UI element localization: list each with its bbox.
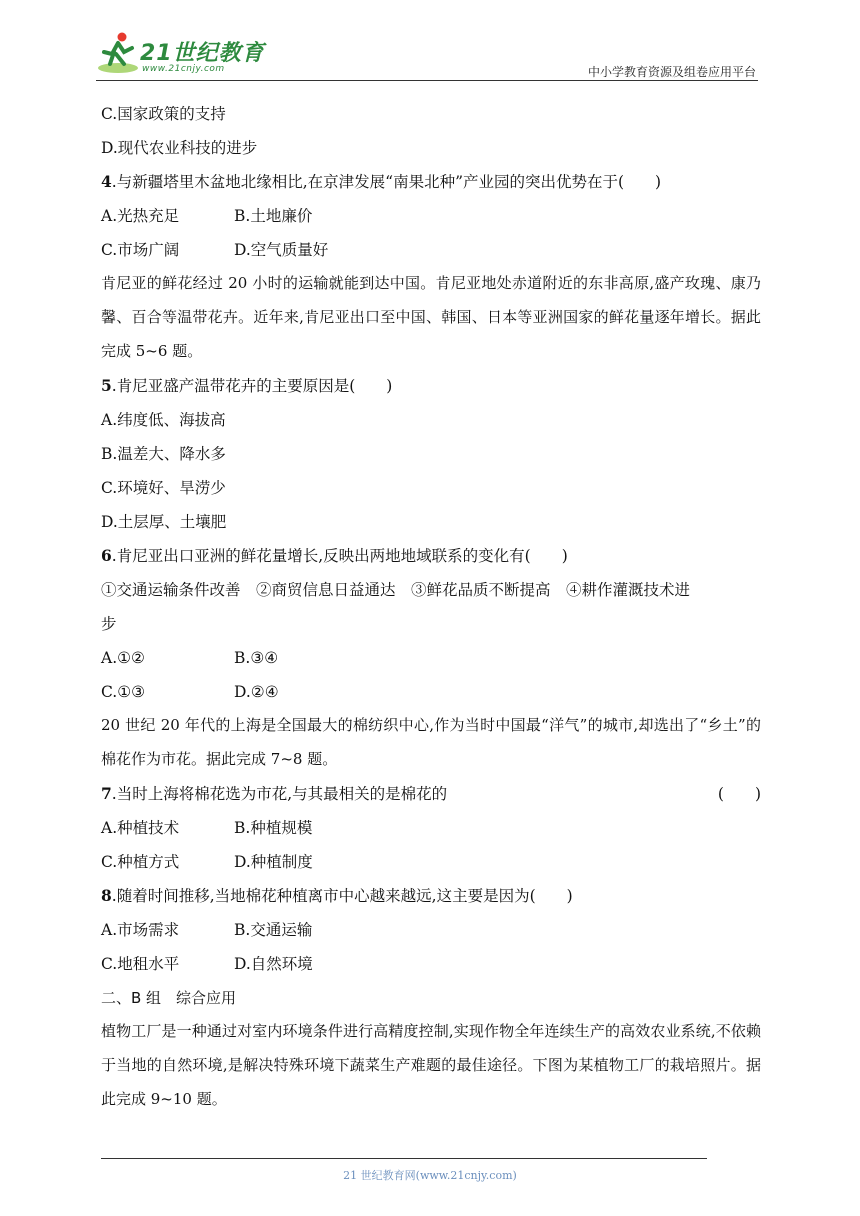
question-number: 8: [101, 886, 112, 905]
option-b: B.种植规模: [234, 819, 313, 837]
question-6: [101, 546, 761, 580]
question-text: .当时上海将棉花选为市花,与其最相关的是棉花的: [111, 785, 448, 803]
document-body: [101, 104, 761, 1116]
question-text: .肯尼亚出口亚洲的鲜花量增长,反映出两地地域联系的变化有( ): [111, 547, 568, 565]
option-d: D.自然环境: [234, 955, 313, 973]
option-c: C.环境好、旱涝少: [101, 479, 226, 497]
footer-link[interactable]: 21 世纪教育网(www.21cnjy.com): [343, 1169, 517, 1182]
material-paragraph: 20 世纪 20 年代的上海是全国最大的棉纺织中心,作为当时中国最“洋气”的城市,却选出了“乡土”的棉花作为市花。据此完成 7~8 题。: [101, 716, 761, 768]
question-text: .肯尼亚盛产温带花卉的主要原因是( ): [111, 377, 393, 395]
option-d: D.种植制度: [234, 853, 313, 871]
runner-logo-icon: [96, 30, 142, 76]
options-row: [101, 648, 761, 682]
footer-divider: [101, 1158, 707, 1159]
option-c: C.种植方式: [101, 853, 180, 871]
option-b: B.交通运输: [234, 921, 313, 939]
options-row: [101, 954, 761, 988]
question-number: 5: [101, 376, 112, 395]
logo-main-text: 21世纪教育: [140, 41, 265, 66]
question-4: [101, 172, 761, 206]
question-7: [101, 784, 761, 818]
option-a: A.种植技术: [101, 819, 180, 837]
statement-list-continued: 步: [101, 615, 117, 633]
answer-paren: ( ): [717, 785, 761, 803]
option-c: C.市场广阔: [101, 241, 180, 259]
section-heading: 二、B 组 综合应用: [101, 989, 237, 1007]
material-paragraph: 肯尼亚的鲜花经过 20 小时的运输就能到达中国。肯尼亚地处赤道附近的东非高原,盛产玫瑰、康乃馨、百合等温带花卉。近年来,肯尼亚出口至中国、韩国、日本等亚洲国家的鲜花量逐年增长。据此完成 5~6 题。: [101, 274, 761, 360]
option-a: A.①②: [101, 649, 145, 667]
options-row: [101, 682, 761, 716]
question-text: .随着时间推移,当地棉花种植离市中心越来越远,这主要是因为( ): [111, 887, 573, 905]
options-row: [101, 920, 761, 954]
option-b: B.③④: [234, 649, 279, 667]
question-number: 4: [101, 172, 112, 191]
option-d: D.②④: [234, 683, 279, 701]
question-text: .与新疆塔里木盆地北缘相比,在京津发展“南果北种”产业园的突出优势在于( ): [111, 173, 662, 191]
statement-list: ①交通运输条件改善 ②商贸信息日益通达 ③鲜花品质不断提高 ④耕作灌溉技术进: [101, 581, 691, 599]
option-line: D.现代农业科技的进步: [101, 139, 258, 157]
option-a: A.光热充足: [101, 207, 180, 225]
question-number: 6: [101, 546, 112, 565]
material-paragraph: 植物工厂是一种通过对室内环境条件进行高精度控制,实现作物全年连续生产的高效农业系统,不依赖于当地的自然环境,是解决特殊环境下蔬菜生产难题的最佳途径。下图为某植物工厂的栽培照片。据此完成 9~10 题。: [101, 1022, 761, 1108]
option-a: A.纬度低、海拔高: [101, 411, 226, 429]
option-c: C.①③: [101, 683, 146, 701]
site-logo[interactable]: [96, 30, 266, 78]
option-a: A.市场需求: [101, 921, 180, 939]
question-8: [101, 886, 761, 920]
page-header: [96, 30, 758, 82]
question-number: 7: [101, 784, 112, 803]
logo-sub-text: www.21cnjy.com: [142, 64, 225, 74]
option-c: C.地租水平: [101, 955, 180, 973]
option-b: B.温差大、降水多: [101, 445, 226, 463]
header-divider: [96, 80, 758, 81]
question-5: [101, 376, 761, 410]
options-row: [101, 206, 761, 240]
option-d: D.土层厚、土壤肥: [101, 513, 227, 531]
option-line: C.国家政策的支持: [101, 105, 226, 123]
options-row: [101, 818, 761, 852]
option-d: D.空气质量好: [234, 241, 329, 259]
options-row: [101, 240, 761, 274]
platform-tagline: 中小学教育资源及组卷应用平台: [587, 65, 756, 79]
options-row: [101, 852, 761, 886]
option-b: B.土地廉价: [234, 207, 313, 225]
